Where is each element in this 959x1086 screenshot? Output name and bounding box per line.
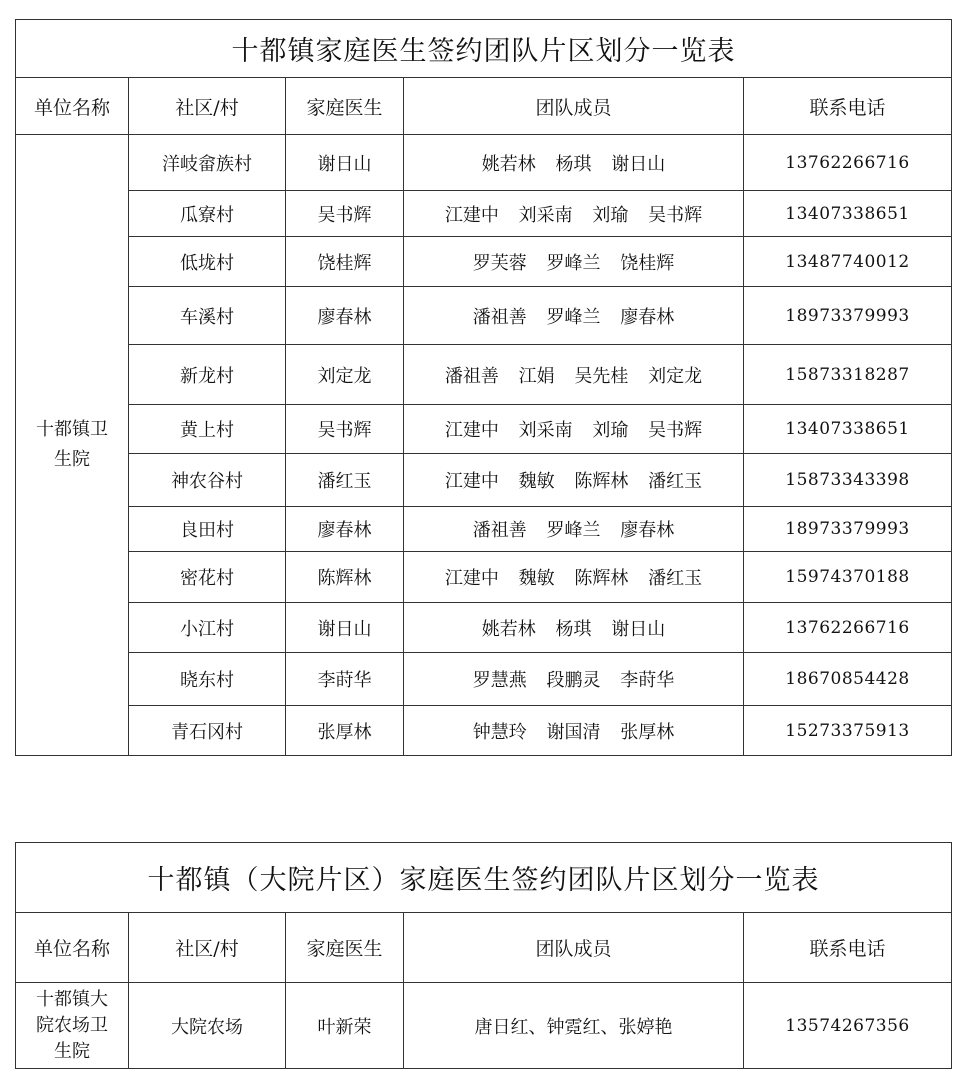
members-cell: 潘祖善 罗峰兰 廖春林 [404,507,744,552]
header-unit: 单位名称 [16,913,129,983]
header-doctor: 家庭医生 [286,78,404,135]
table-row [16,135,952,191]
header-members: 团队成员 [404,78,744,135]
phone-cell: 15974370188 [744,552,952,603]
phone-cell: 18670854428 [744,653,952,706]
phone-cell: 15873343398 [744,454,952,507]
village-cell: 青石冈村 [129,706,286,756]
table-row [16,345,952,405]
members-cell: 江建中 刘采南 刘瑜 吴书辉 [404,405,744,454]
members-cell: 潘祖善 罗峰兰 廖春林 [404,287,744,345]
phone-cell: 13574267356 [744,983,952,1069]
village-cell: 瓜寮村 [129,191,286,237]
doctor-cell: 廖春林 [286,287,404,345]
village-cell: 洋岐畲族村 [129,135,286,191]
unit-name [16,983,129,1069]
header-phone: 联系电话 [744,913,952,983]
table-row [16,552,952,603]
village-cell: 神农谷村 [129,454,286,507]
table-row [16,983,952,1069]
header-unit: 单位名称 [16,78,129,135]
doctor-cell: 陈辉林 [286,552,404,603]
phone-cell: 15873318287 [744,345,952,405]
table-row [16,507,952,552]
phone-cell: 13407338651 [744,191,952,237]
village-cell: 新龙村 [129,345,286,405]
members-cell: 罗慧燕 段鹏灵 李莳华 [404,653,744,706]
team-table-main [15,19,952,756]
doctor-cell: 谢日山 [286,603,404,653]
village-cell: 良田村 [129,507,286,552]
members-cell: 唐日红、钟霓红、张婷艳 [404,983,744,1069]
doctor-cell: 吴书辉 [286,191,404,237]
village-cell: 车溪村 [129,287,286,345]
header-row [16,913,952,983]
doctor-cell: 饶桂辉 [286,237,404,287]
members-cell: 罗芙蓉 罗峰兰 饶桂辉 [404,237,744,287]
table-row [16,653,952,706]
header-village: 社区/村 [129,78,286,135]
doctor-cell: 谢日山 [286,135,404,191]
members-cell: 江建中 刘采南 刘瑜 吴书辉 [404,191,744,237]
table-row [16,603,952,653]
village-cell: 低垅村 [129,237,286,287]
phone-cell: 13487740012 [744,237,952,287]
phone-cell: 18973379993 [744,507,952,552]
members-cell: 钟慧玲 谢国清 张厚林 [404,706,744,756]
members-cell: 潘祖善 江娟 吴先桂 刘定龙 [404,345,744,405]
table-row [16,454,952,507]
doctor-cell: 潘红玉 [286,454,404,507]
table-title: 十都镇（大院片区）家庭医生签约团队片区划分一览表 [16,843,952,913]
table-row [16,191,952,237]
doctor-cell: 张厚林 [286,706,404,756]
team-table-dayuan [15,842,952,1069]
doctor-cell: 李莳华 [286,653,404,706]
header-phone: 联系电话 [744,78,952,135]
unit-name-text: 十都镇大院农场卫生院 [36,988,108,1062]
members-cell: 江建中 魏敏 陈辉林 潘红玉 [404,454,744,507]
doctor-cell: 叶新荣 [286,983,404,1069]
header-village: 社区/村 [129,913,286,983]
header-doctor: 家庭医生 [286,913,404,983]
village-cell: 大院农场 [129,983,286,1069]
table-row [16,706,952,756]
header-members: 团队成员 [404,913,744,983]
doctor-cell: 刘定龙 [286,345,404,405]
header-row [16,78,952,135]
table-row [16,287,952,345]
village-cell: 黄上村 [129,405,286,454]
table-row [16,405,952,454]
village-cell: 晓东村 [129,653,286,706]
phone-cell: 15273375913 [744,706,952,756]
members-cell: 姚若林 杨琪 谢日山 [404,135,744,191]
members-cell: 江建中 魏敏 陈辉林 潘红玉 [404,552,744,603]
table-title: 十都镇家庭医生签约团队片区划分一览表 [16,20,952,78]
phone-cell: 13762266716 [744,135,952,191]
unit-name-text: 十都镇卫生院 [36,419,108,470]
phone-cell: 13762266716 [744,603,952,653]
village-cell: 小江村 [129,603,286,653]
doctor-cell: 吴书辉 [286,405,404,454]
table-row [16,237,952,287]
doctor-cell: 廖春林 [286,507,404,552]
unit-name [16,135,129,756]
members-cell: 姚若林 杨琪 谢日山 [404,603,744,653]
village-cell: 密花村 [129,552,286,603]
phone-cell: 13407338651 [744,405,952,454]
phone-cell: 18973379993 [744,287,952,345]
